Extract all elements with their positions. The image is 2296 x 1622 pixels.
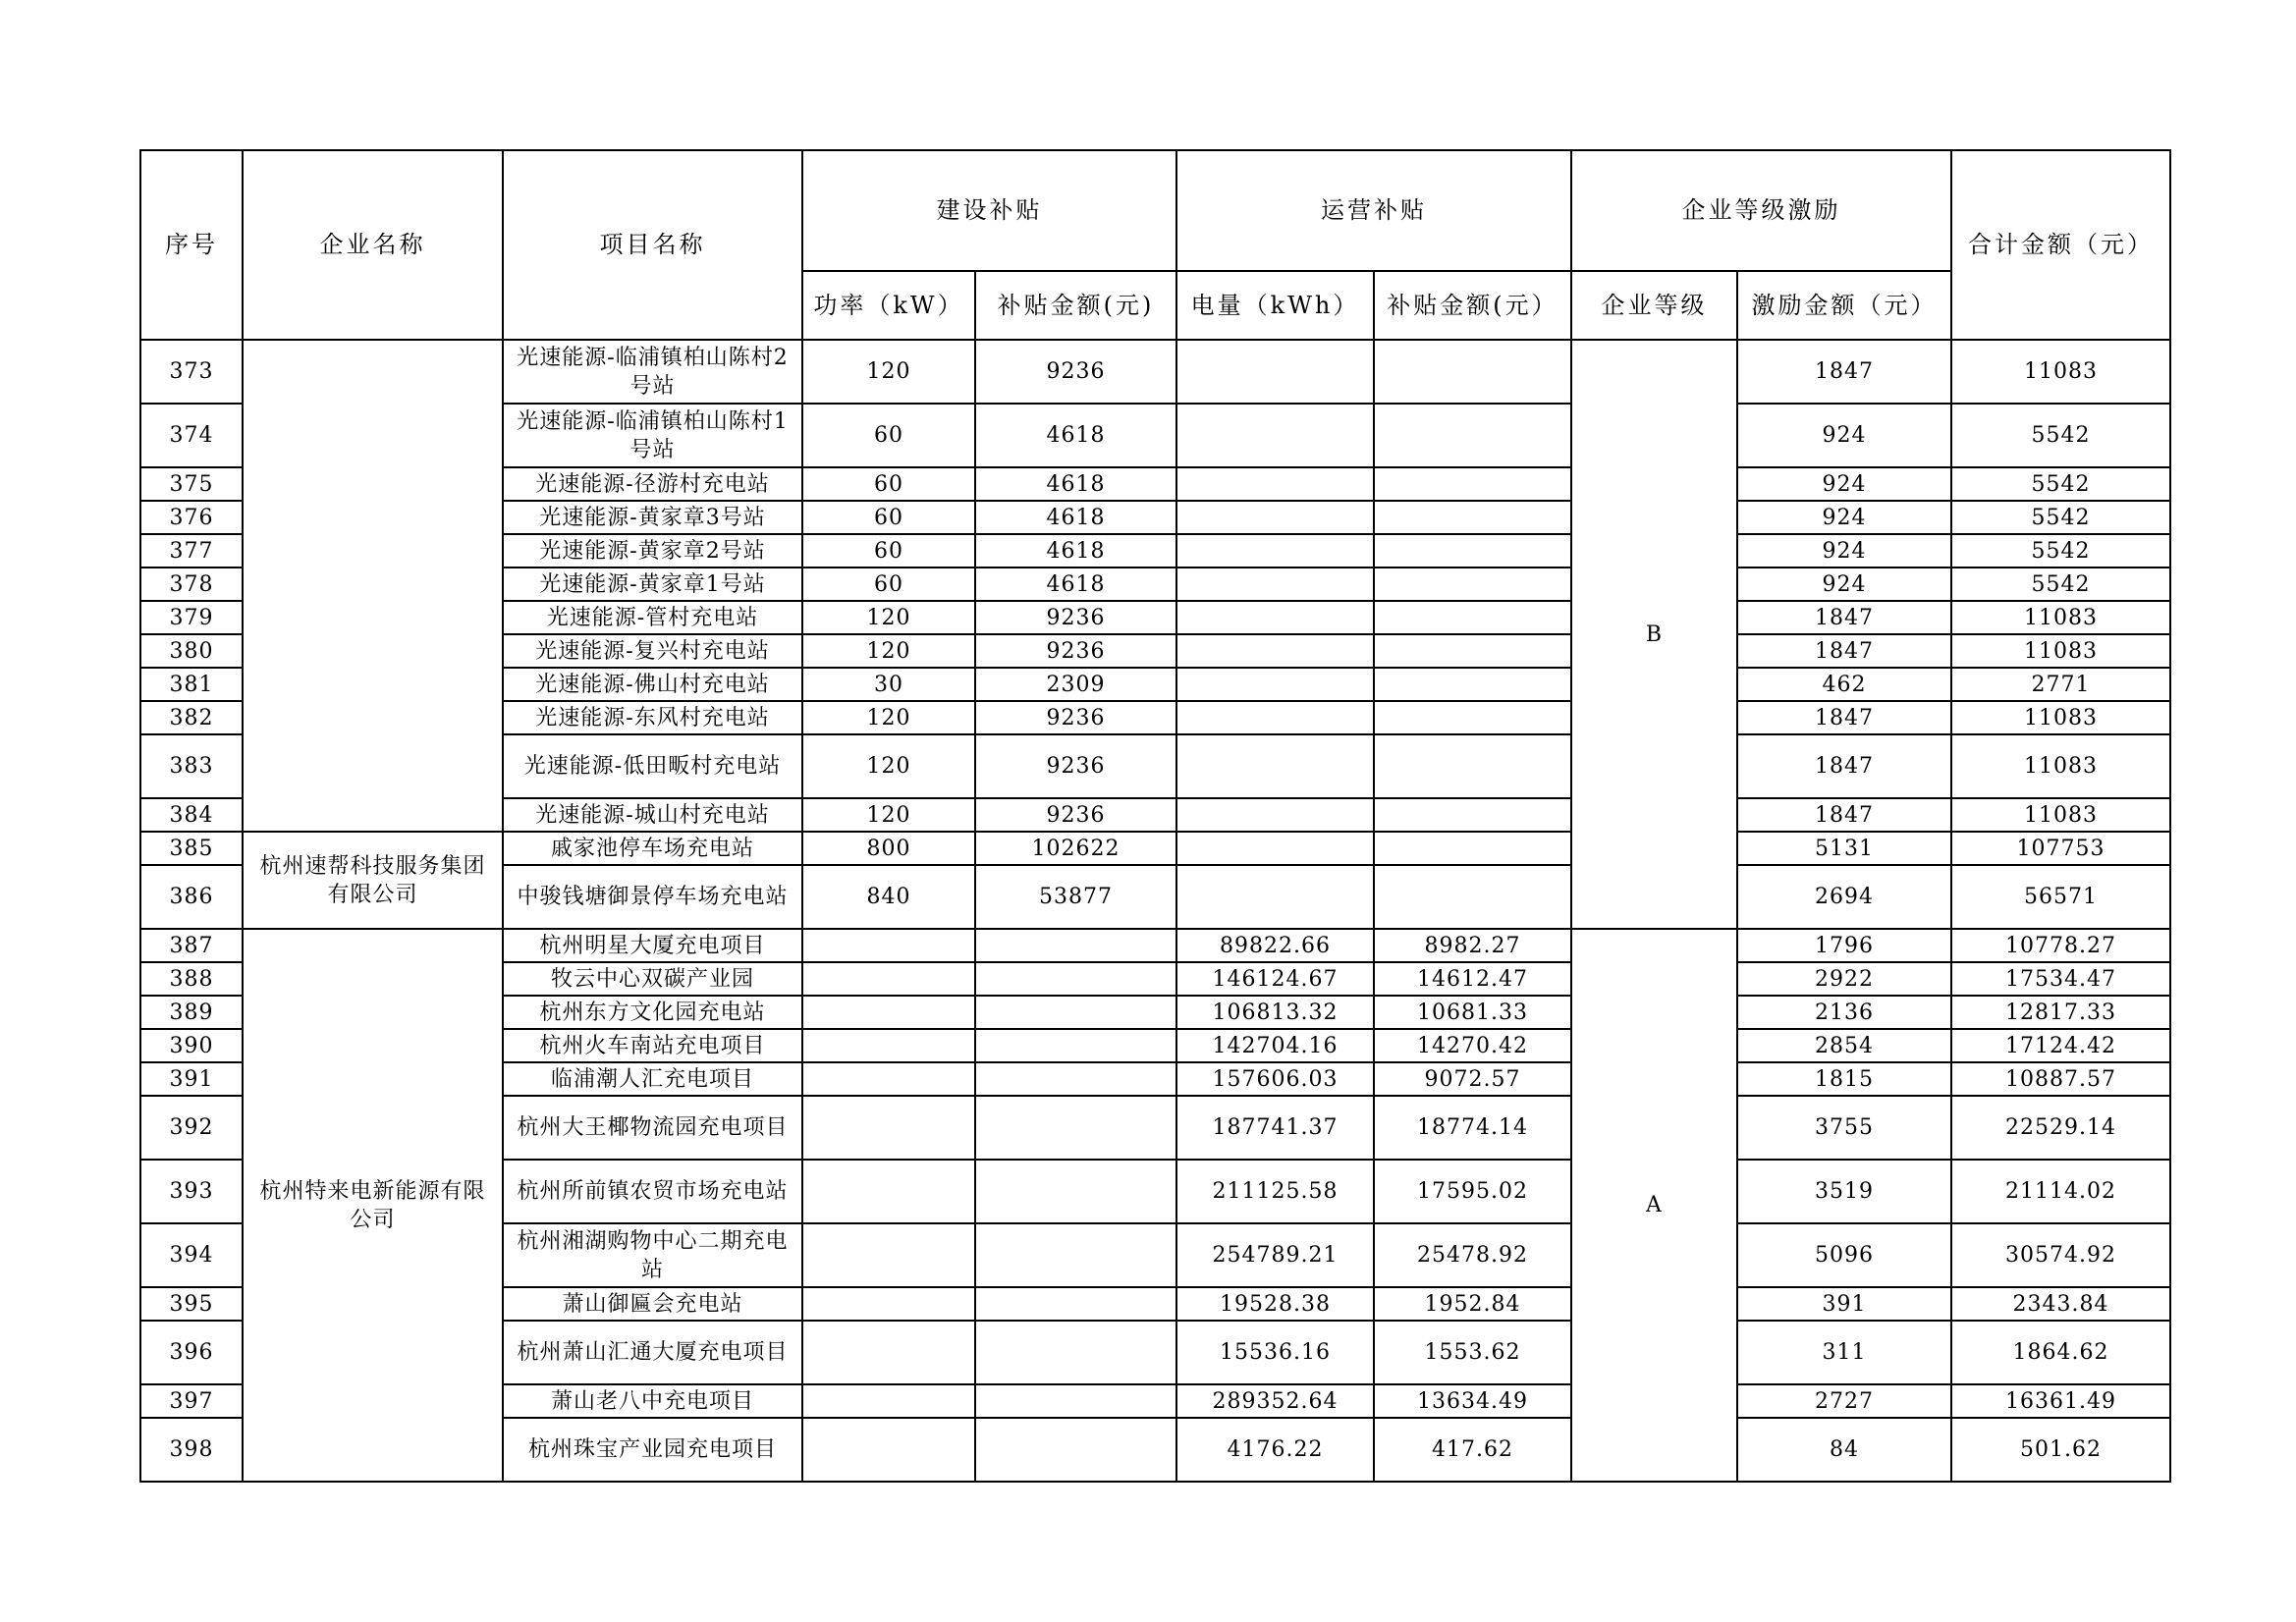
project-cell: 光速能源-管村充电站 <box>503 601 802 634</box>
construction-amount-cell <box>975 1287 1176 1321</box>
seq-cell: 377 <box>140 534 243 568</box>
energy-cell: 254789.21 <box>1176 1223 1374 1287</box>
power-cell <box>802 1223 975 1287</box>
energy-cell: 4176.22 <box>1176 1418 1374 1482</box>
grade-cell: A <box>1571 929 1737 1482</box>
energy-cell: 142704.16 <box>1176 1029 1374 1062</box>
operation-amount-cell <box>1374 798 1571 832</box>
project-cell: 中骏钱塘御景停车场充电站 <box>503 865 802 929</box>
table-row <box>140 340 2170 404</box>
energy-cell: 15536.16 <box>1176 1321 1374 1384</box>
total-cell: 17124.42 <box>1951 1029 2170 1062</box>
seq-cell: 385 <box>140 832 243 865</box>
total-cell: 1864.62 <box>1951 1321 2170 1384</box>
construction-amount-cell: 9236 <box>975 634 1176 668</box>
total-cell: 11083 <box>1951 601 2170 634</box>
incentive-amount-cell: 84 <box>1737 1418 1951 1482</box>
power-cell <box>802 1160 975 1223</box>
energy-cell <box>1176 832 1374 865</box>
project-cell: 光速能源-黄家章3号站 <box>503 501 802 534</box>
power-cell: 60 <box>802 404 975 467</box>
incentive-amount-cell: 1847 <box>1737 701 1951 734</box>
energy-cell: 146124.67 <box>1176 962 1374 996</box>
seq-cell: 393 <box>140 1160 243 1223</box>
header-grade: 企业等级 <box>1571 271 1737 340</box>
seq-cell: 382 <box>140 701 243 734</box>
power-cell <box>802 1029 975 1062</box>
energy-cell <box>1176 734 1374 798</box>
project-cell: 光速能源-低田畈村充电站 <box>503 734 802 798</box>
energy-cell <box>1176 701 1374 734</box>
incentive-amount-cell: 1847 <box>1737 734 1951 798</box>
seq-cell: 387 <box>140 929 243 962</box>
project-cell: 光速能源-径游村充电站 <box>503 467 802 501</box>
construction-amount-cell: 4618 <box>975 404 1176 467</box>
incentive-amount-cell: 924 <box>1737 404 1951 467</box>
energy-cell <box>1176 568 1374 601</box>
energy-cell: 106813.32 <box>1176 996 1374 1029</box>
seq-cell: 376 <box>140 501 243 534</box>
project-cell: 光速能源-临浦镇柏山陈村1号站 <box>503 404 802 467</box>
incentive-amount-cell: 2694 <box>1737 865 1951 929</box>
header-incentive: 企业等级激励 <box>1571 150 1951 271</box>
operation-amount-cell <box>1374 668 1571 701</box>
project-cell: 杭州明星大厦充电项目 <box>503 929 802 962</box>
project-cell: 牧云中心双碳产业园 <box>503 962 802 996</box>
power-cell <box>802 1062 975 1096</box>
construction-amount-cell <box>975 1384 1176 1418</box>
construction-amount-cell <box>975 1321 1176 1384</box>
incentive-amount-cell: 1847 <box>1737 601 1951 634</box>
operation-amount-cell: 8982.27 <box>1374 929 1571 962</box>
operation-amount-cell <box>1374 568 1571 601</box>
project-cell: 杭州东方文化园充电站 <box>503 996 802 1029</box>
energy-cell: 289352.64 <box>1176 1384 1374 1418</box>
operation-amount-cell: 14612.47 <box>1374 962 1571 996</box>
incentive-amount-cell: 5096 <box>1737 1223 1951 1287</box>
energy-cell: 211125.58 <box>1176 1160 1374 1223</box>
seq-cell: 381 <box>140 668 243 701</box>
operation-amount-cell: 13634.49 <box>1374 1384 1571 1418</box>
total-cell: 56571 <box>1951 865 2170 929</box>
incentive-amount-cell: 1847 <box>1737 340 1951 404</box>
seq-cell: 373 <box>140 340 243 404</box>
seq-cell: 375 <box>140 467 243 501</box>
project-cell: 杭州湘湖购物中心二期充电站 <box>503 1223 802 1287</box>
construction-amount-cell: 4618 <box>975 501 1176 534</box>
power-cell: 120 <box>802 798 975 832</box>
power-cell: 60 <box>802 568 975 601</box>
power-cell <box>802 1096 975 1160</box>
energy-cell <box>1176 634 1374 668</box>
power-cell <box>802 1384 975 1418</box>
operation-amount-cell <box>1374 701 1571 734</box>
incentive-amount-cell: 1847 <box>1737 798 1951 832</box>
operation-amount-cell: 1553.62 <box>1374 1321 1571 1384</box>
power-cell: 60 <box>802 501 975 534</box>
power-cell: 120 <box>802 601 975 634</box>
header-incentive-amount: 激励金额（元） <box>1737 271 1951 340</box>
total-cell: 2771 <box>1951 668 2170 701</box>
project-cell: 杭州大王椰物流园充电项目 <box>503 1096 802 1160</box>
operation-amount-cell <box>1374 634 1571 668</box>
total-cell: 12817.33 <box>1951 996 2170 1029</box>
header-project: 项目名称 <box>503 150 802 340</box>
power-cell: 60 <box>802 534 975 568</box>
power-cell <box>802 996 975 1029</box>
construction-amount-cell: 9236 <box>975 340 1176 404</box>
power-cell: 800 <box>802 832 975 865</box>
construction-amount-cell: 102622 <box>975 832 1176 865</box>
total-cell: 5542 <box>1951 467 2170 501</box>
construction-amount-cell <box>975 1029 1176 1062</box>
incentive-amount-cell: 924 <box>1737 568 1951 601</box>
power-cell: 120 <box>802 634 975 668</box>
incentive-amount-cell: 1796 <box>1737 929 1951 962</box>
header-power: 功率（kW） <box>802 271 975 340</box>
power-cell: 60 <box>802 467 975 501</box>
construction-amount-cell <box>975 962 1176 996</box>
construction-amount-cell <box>975 929 1176 962</box>
seq-cell: 380 <box>140 634 243 668</box>
total-cell: 30574.92 <box>1951 1223 2170 1287</box>
company-cell: 杭州特来电新能源有限公司 <box>243 929 503 1482</box>
operation-amount-cell: 17595.02 <box>1374 1160 1571 1223</box>
construction-amount-cell <box>975 996 1176 1029</box>
project-cell: 杭州所前镇农贸市场充电站 <box>503 1160 802 1223</box>
incentive-amount-cell: 462 <box>1737 668 1951 701</box>
incentive-amount-cell: 2922 <box>1737 962 1951 996</box>
header-seq: 序号 <box>140 150 243 340</box>
operation-amount-cell: 417.62 <box>1374 1418 1571 1482</box>
project-cell: 光速能源-城山村充电站 <box>503 798 802 832</box>
total-cell: 11083 <box>1951 734 2170 798</box>
operation-amount-cell <box>1374 865 1571 929</box>
project-cell: 光速能源-复兴村充电站 <box>503 634 802 668</box>
incentive-amount-cell: 391 <box>1737 1287 1951 1321</box>
energy-cell <box>1176 340 1374 404</box>
incentive-amount-cell: 1815 <box>1737 1062 1951 1096</box>
construction-amount-cell: 4618 <box>975 467 1176 501</box>
operation-amount-cell: 25478.92 <box>1374 1223 1571 1287</box>
total-cell: 21114.02 <box>1951 1160 2170 1223</box>
energy-cell <box>1176 668 1374 701</box>
project-cell: 杭州萧山汇通大厦充电项目 <box>503 1321 802 1384</box>
total-cell: 5542 <box>1951 501 2170 534</box>
power-cell <box>802 1321 975 1384</box>
header-operation: 运营补贴 <box>1176 150 1571 271</box>
header-total: 合计金额（元） <box>1951 150 2170 340</box>
total-cell: 2343.84 <box>1951 1287 2170 1321</box>
seq-cell: 378 <box>140 568 243 601</box>
construction-amount-cell: 2309 <box>975 668 1176 701</box>
energy-cell: 19528.38 <box>1176 1287 1374 1321</box>
energy-cell <box>1176 501 1374 534</box>
incentive-amount-cell: 1847 <box>1737 634 1951 668</box>
table-row <box>140 929 2170 962</box>
seq-cell: 392 <box>140 1096 243 1160</box>
seq-cell: 396 <box>140 1321 243 1384</box>
total-cell: 11083 <box>1951 701 2170 734</box>
grade-cell: B <box>1571 340 1737 929</box>
power-cell: 840 <box>802 865 975 929</box>
power-cell <box>802 1287 975 1321</box>
power-cell: 120 <box>802 734 975 798</box>
construction-amount-cell <box>975 1062 1176 1096</box>
power-cell <box>802 929 975 962</box>
company-cell <box>243 340 503 832</box>
incentive-amount-cell: 2854 <box>1737 1029 1951 1062</box>
construction-amount-cell <box>975 1418 1176 1482</box>
power-cell: 30 <box>802 668 975 701</box>
total-cell: 5542 <box>1951 404 2170 467</box>
project-cell: 光速能源-东风村充电站 <box>503 701 802 734</box>
energy-cell: 89822.66 <box>1176 929 1374 962</box>
total-cell: 11083 <box>1951 798 2170 832</box>
power-cell: 120 <box>802 340 975 404</box>
seq-cell: 394 <box>140 1223 243 1287</box>
subsidy-table <box>139 149 2171 1483</box>
incentive-amount-cell: 924 <box>1737 534 1951 568</box>
operation-amount-cell: 18774.14 <box>1374 1096 1571 1160</box>
operation-amount-cell: 10681.33 <box>1374 996 1571 1029</box>
power-cell: 120 <box>802 701 975 734</box>
seq-cell: 384 <box>140 798 243 832</box>
project-cell: 萧山老八中充电项目 <box>503 1384 802 1418</box>
seq-cell: 397 <box>140 1384 243 1418</box>
construction-amount-cell: 9236 <box>975 601 1176 634</box>
construction-amount-cell: 9236 <box>975 798 1176 832</box>
seq-cell: 395 <box>140 1287 243 1321</box>
operation-amount-cell: 1952.84 <box>1374 1287 1571 1321</box>
company-cell: 杭州速帮科技服务集团有限公司 <box>243 832 503 929</box>
total-cell: 10887.57 <box>1951 1062 2170 1096</box>
incentive-amount-cell: 924 <box>1737 467 1951 501</box>
header-energy: 电量（kWh） <box>1176 271 1374 340</box>
total-cell: 5542 <box>1951 568 2170 601</box>
energy-cell <box>1176 865 1374 929</box>
power-cell <box>802 1418 975 1482</box>
incentive-amount-cell: 2727 <box>1737 1384 1951 1418</box>
energy-cell <box>1176 534 1374 568</box>
project-cell: 光速能源-临浦镇柏山陈村2号站 <box>503 340 802 404</box>
seq-cell: 379 <box>140 601 243 634</box>
total-cell: 5542 <box>1951 534 2170 568</box>
total-cell: 501.62 <box>1951 1418 2170 1482</box>
seq-cell: 386 <box>140 865 243 929</box>
total-cell: 16361.49 <box>1951 1384 2170 1418</box>
total-cell: 22529.14 <box>1951 1096 2170 1160</box>
header-construction: 建设补贴 <box>802 150 1176 271</box>
incentive-amount-cell: 5131 <box>1737 832 1951 865</box>
total-cell: 17534.47 <box>1951 962 2170 996</box>
seq-cell: 390 <box>140 1029 243 1062</box>
incentive-amount-cell: 3755 <box>1737 1096 1951 1160</box>
seq-cell: 383 <box>140 734 243 798</box>
operation-amount-cell <box>1374 340 1571 404</box>
construction-amount-cell: 9236 <box>975 734 1176 798</box>
total-cell: 10778.27 <box>1951 929 2170 962</box>
project-cell: 杭州火车南站充电项目 <box>503 1029 802 1062</box>
header-construction-amount: 补贴金额(元) <box>975 271 1176 340</box>
operation-amount-cell <box>1374 534 1571 568</box>
project-cell: 光速能源-黄家章1号站 <box>503 568 802 601</box>
operation-amount-cell <box>1374 467 1571 501</box>
energy-cell: 157606.03 <box>1176 1062 1374 1096</box>
operation-amount-cell <box>1374 501 1571 534</box>
total-cell: 107753 <box>1951 832 2170 865</box>
energy-cell <box>1176 404 1374 467</box>
operation-amount-cell <box>1374 601 1571 634</box>
header-row-1 <box>140 150 2170 271</box>
seq-cell: 389 <box>140 996 243 1029</box>
operation-amount-cell <box>1374 734 1571 798</box>
energy-cell <box>1176 798 1374 832</box>
construction-amount-cell: 4618 <box>975 568 1176 601</box>
construction-amount-cell: 53877 <box>975 865 1176 929</box>
incentive-amount-cell: 924 <box>1737 501 1951 534</box>
project-cell: 光速能源-黄家章2号站 <box>503 534 802 568</box>
energy-cell: 187741.37 <box>1176 1096 1374 1160</box>
incentive-amount-cell: 311 <box>1737 1321 1951 1384</box>
operation-amount-cell <box>1374 832 1571 865</box>
total-cell: 11083 <box>1951 340 2170 404</box>
header-company: 企业名称 <box>243 150 503 340</box>
construction-amount-cell <box>975 1223 1176 1287</box>
header-operation-amount: 补贴金额(元） <box>1374 271 1571 340</box>
incentive-amount-cell: 2136 <box>1737 996 1951 1029</box>
construction-amount-cell <box>975 1096 1176 1160</box>
operation-amount-cell: 14270.42 <box>1374 1029 1571 1062</box>
operation-amount-cell: 9072.57 <box>1374 1062 1571 1096</box>
energy-cell <box>1176 467 1374 501</box>
construction-amount-cell: 9236 <box>975 701 1176 734</box>
project-cell: 临浦潮人汇充电项目 <box>503 1062 802 1096</box>
construction-amount-cell <box>975 1160 1176 1223</box>
project-cell: 光速能源-佛山村充电站 <box>503 668 802 701</box>
seq-cell: 374 <box>140 404 243 467</box>
project-cell: 戚家池停车场充电站 <box>503 832 802 865</box>
seq-cell: 388 <box>140 962 243 996</box>
seq-cell: 391 <box>140 1062 243 1096</box>
construction-amount-cell: 4618 <box>975 534 1176 568</box>
power-cell <box>802 962 975 996</box>
seq-cell: 398 <box>140 1418 243 1482</box>
incentive-amount-cell: 3519 <box>1737 1160 1951 1223</box>
energy-cell <box>1176 601 1374 634</box>
total-cell: 11083 <box>1951 634 2170 668</box>
project-cell: 杭州珠宝产业园充电项目 <box>503 1418 802 1482</box>
operation-amount-cell <box>1374 404 1571 467</box>
table-row <box>140 832 2170 865</box>
project-cell: 萧山御匾会充电站 <box>503 1287 802 1321</box>
table-body <box>140 340 2170 1482</box>
